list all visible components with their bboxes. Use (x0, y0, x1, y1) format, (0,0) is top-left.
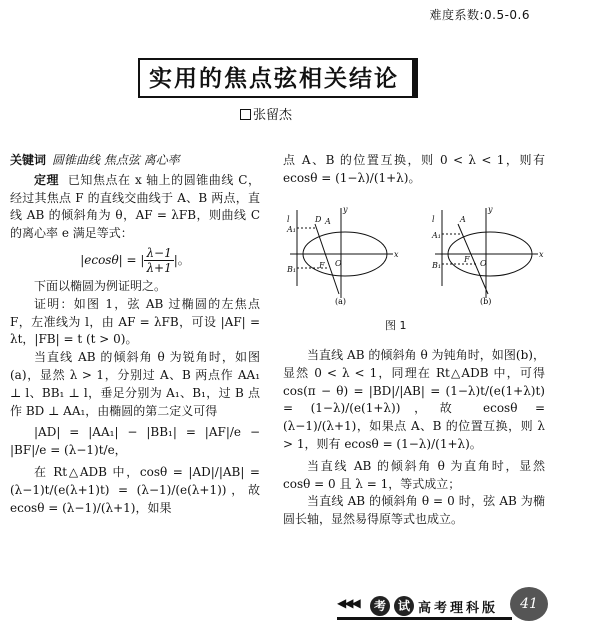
right-column (283, 152, 545, 188)
footer-rule (337, 617, 512, 620)
article-title: 实用的焦点弦相关结论 (149, 66, 399, 92)
figure-b-label: (b) (480, 297, 492, 306)
figure-b (435, 208, 538, 298)
label-a1-a: A₁ (287, 225, 296, 234)
proof-eq-cos: 在 Rt△ADB 中，cosθ = |AD|/|AB| = (λ−1)t/(e(λ+1)t) = (λ−1)/(e(λ+1))，故 ecosθ = (λ−1)/(λ+1)，如果 (10, 464, 260, 515)
label-o-b: O (480, 259, 487, 268)
footer-char-kao: 考 (370, 596, 390, 616)
figure-caption: 图 1 (385, 319, 407, 332)
theorem-equation: |ecosθ| = | $\frac{\lambda-1}{\lambda+1}$ |。 (80, 245, 190, 275)
proof-intro: 下面以椭圆为例证明之。 (34, 278, 167, 293)
proof-right-angle: 当直线 AB 的倾斜角 θ 为直角时，显然 cosθ = 0 且 λ = 1，等式成立； (283, 458, 545, 491)
label-x-b: x (539, 250, 544, 259)
right-column-lower (283, 347, 545, 529)
label-b1-a: B₁ (287, 265, 297, 274)
label-y-b: y (488, 206, 493, 214)
label-a1-b: A₁ (432, 231, 441, 240)
keywords: 圆锥曲线 焦点弦 离心率 (52, 153, 180, 167)
label-a-a: A (325, 217, 331, 226)
proof-zero-angle: 当直线 AB 的倾斜角 θ = 0 时，弦 AB 为椭圆长轴，显然易得原等式也成立。 (283, 494, 545, 527)
footer-arrows-icon: ◀◀◀ (337, 596, 359, 610)
label-y-a: y (343, 206, 348, 214)
figure-a-label: (a) (335, 297, 347, 306)
footer-edition: 高考理科版 (418, 601, 499, 616)
label-o-a: O (335, 259, 342, 268)
page-number: 41 (510, 587, 548, 621)
footer-char-shi: 试 (394, 596, 414, 616)
proof-setup: 证明：如图 1，弦 AB 过椭圆的左焦点 F，左准线为 l，由 AF = λFB，可设 |AF| = λt，|FB| = t (t > 0)。 (10, 296, 260, 347)
proof-obtuse-case: 当直线 AB 的倾斜角 θ 为钝角时，如图(b)，显然 0 < λ < 1，同理在 Rt△ADB 中，可得 cos(π − θ) = |BD|/|AB| = (1−λ)t/(e(1+λ)t) = (1−λ)/(e(1+λ))，故 ecosθ = (λ−1)/(λ+1)，如果点 A、B 的位置互换，则 λ > 1，则有 ecosθ = (1−λ)/(1+λ)。 (283, 348, 545, 451)
label-l-a: l (287, 215, 290, 224)
author-line (240, 104, 292, 123)
label-x-a: x (394, 250, 399, 259)
swap-text: 点 A、B 的位置互换，则 0 < λ < 1，则有 ecosθ = (1−λ)/(1+λ)。 (283, 153, 545, 185)
label-a-b: A (460, 215, 466, 224)
proof-acute-case: 当直线 AB 的倾斜角 θ 为锐角时，如图(a)，显然 λ > 1，分别过 A、B 两点作 AA₁ ⊥ l、BB₁ ⊥ l，垂足分别为 A₁、B₁，过 B 点作 BD ⊥ AA₁，由椭圆的第二定义可得 (10, 350, 260, 418)
label-f-a: F (319, 261, 325, 270)
label-d-a: D (315, 215, 322, 224)
figure-a (290, 208, 393, 298)
ellipse-figure (285, 206, 555, 306)
left-column (10, 152, 260, 517)
keywords-label: 关键词 (10, 153, 47, 167)
proof-eq-ad: |AD| = |AA₁| − |BB₁| = |AF|/e − |BF|/e = (λ−1)t/e， (10, 425, 260, 458)
difficulty-label: 难度系数:0.5-0.6 (429, 8, 530, 22)
author-box-icon (240, 109, 251, 120)
label-l-b: l (432, 215, 435, 224)
theorem-label: 定理 (34, 172, 60, 187)
label-f-b: F (464, 255, 470, 264)
theorem-text: 已知焦点在 x 轴上的圆锥曲线 C，经过其焦点 F 的直线交曲线于 A、B 两点，直线 AB 的倾斜角为 θ，AF = λFB，则曲线 C 的离心率 e 满足等式： (10, 172, 260, 241)
label-b1-b: B₁ (432, 261, 442, 270)
author-name: 张留杰 (253, 108, 293, 123)
